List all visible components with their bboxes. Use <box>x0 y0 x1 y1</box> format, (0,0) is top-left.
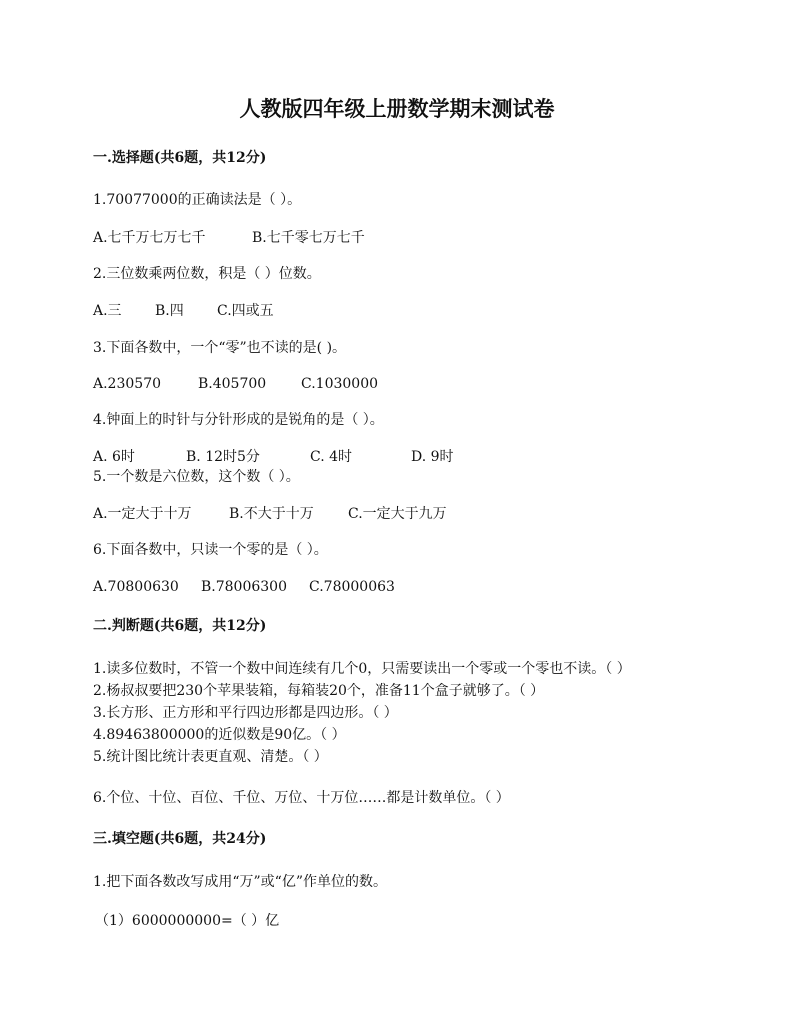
option-b: B.405700 <box>198 376 267 392</box>
option-b: B. 12时5分 <box>186 449 260 465</box>
option-b: B.四 <box>155 303 184 319</box>
question-stem: 5.一个数是六位数，这个数（ ）。 <box>93 469 300 485</box>
judgement-item: 1.读多位数时，不管一个数中间连续有几个0，只需要读出一个零或一个零也不读。（ ） <box>93 661 631 677</box>
question-stem: 6.下面各数中，只读一个零的是（ ）。 <box>93 542 328 558</box>
option-d: D. 9时 <box>411 449 454 465</box>
judgement-item: 3.长方形、正方形和平行四边形都是四边形。（ ） <box>93 705 398 721</box>
option-row <box>93 229 365 247</box>
judgement-item: 2.杨叔叔要把230个苹果装箱，每箱装20个，准备11个盒子就够了。（ ） <box>93 683 545 699</box>
option-row <box>93 302 274 320</box>
option-row <box>93 375 379 393</box>
option-row <box>93 505 447 523</box>
judgement-item: 6.个位、十位、百位、千位、万位、十万位……都是计数单位。（ ） <box>93 790 510 806</box>
question-stem: 4.钟面上的时针与分针形成的是锐角的是（ ）。 <box>93 412 384 428</box>
option-a: A.230570 <box>93 376 162 392</box>
section-heading-fill: 三.填空题(共6题，共24分) <box>93 831 267 847</box>
option-c: C.1030000 <box>301 376 379 392</box>
option-b: B.78006300 <box>201 579 287 595</box>
option-b: B.不大于十万 <box>229 506 314 522</box>
option-c: C.一定大于九万 <box>348 506 447 522</box>
option-row <box>93 578 395 596</box>
option-b: B.七千零七万七千 <box>252 230 365 246</box>
page-title: 人教版四年级上册数学期末测试卷 <box>239 96 555 121</box>
question-stem: 1.70077000的正确读法是（ ）。 <box>93 192 302 208</box>
option-a: A.一定大于十万 <box>93 506 192 522</box>
sub-question: （1）6000000000=（ ）亿 <box>95 913 280 929</box>
option-a: A.三 <box>93 303 122 319</box>
question-stem: 1.把下面各数改写成用“万”或“亿”作单位的数。 <box>93 874 387 890</box>
question-stem: 3.下面各数中，一个“零”也不读的是( )。 <box>93 340 347 356</box>
option-a: A.70800630 <box>93 579 179 595</box>
judgement-item: 4.89463800000的近似数是90亿。（ ） <box>93 727 346 743</box>
question-stem: 2.三位数乘两位数，积是（ ）位数。 <box>93 266 321 282</box>
option-c: C.78000063 <box>309 579 395 595</box>
option-c: C.四或五 <box>217 303 274 319</box>
option-a: A.七千万七万七千 <box>93 230 206 246</box>
section-heading-choice: 一.选择题(共6题，共12分) <box>93 150 267 166</box>
option-a: A. 6时 <box>93 449 135 465</box>
option-row <box>93 448 454 466</box>
option-c: C. 4时 <box>310 449 353 465</box>
judgement-item: 5.统计图比统计表更直观、清楚。（ ） <box>93 749 328 765</box>
section-heading-judgement: 二.判断题(共6题，共12分) <box>93 618 267 634</box>
